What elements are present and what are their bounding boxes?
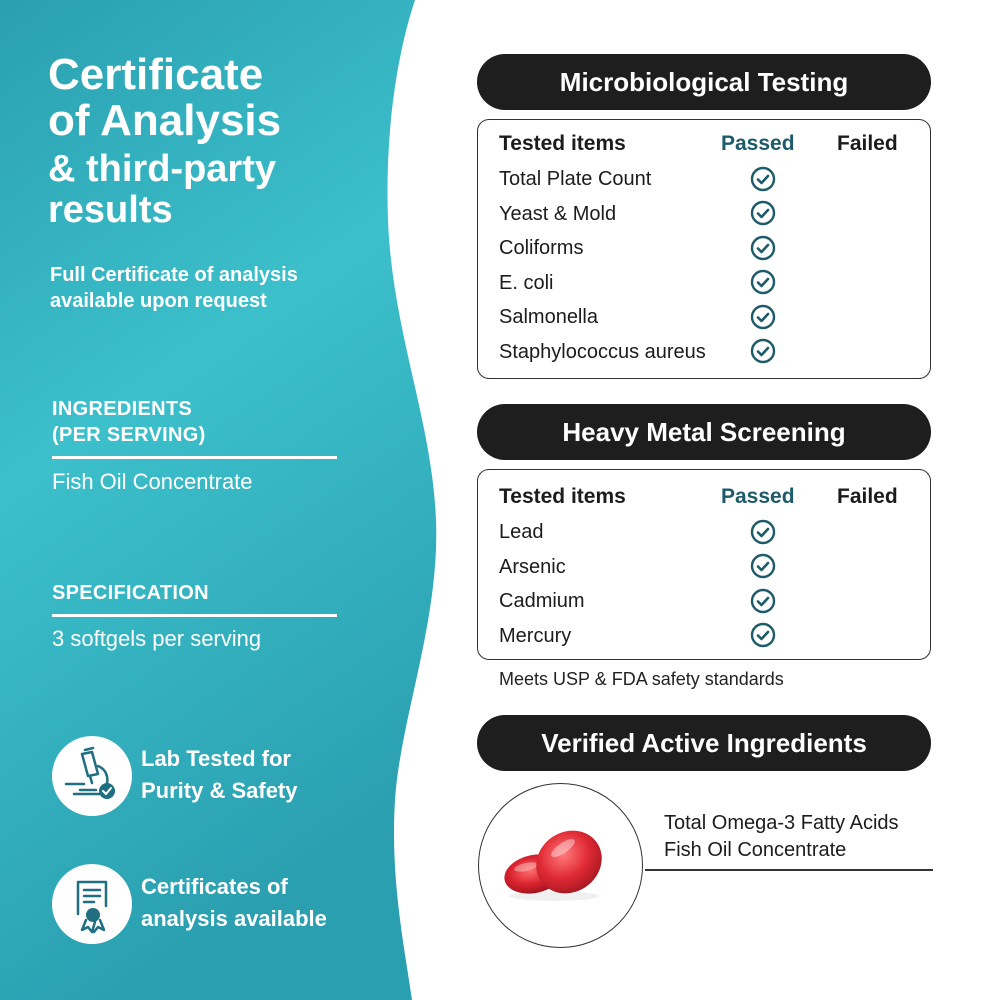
check-circle-icon [750, 200, 776, 226]
certificate-icon [52, 864, 132, 944]
metal-col-failed: Failed [837, 485, 898, 508]
title-line-4: results [48, 189, 173, 231]
title-line-2: of Analysis [48, 96, 282, 145]
badge-certificates-line-2: analysis available [141, 906, 327, 931]
check-circle-icon [750, 269, 776, 295]
safety-standards-note: Meets USP & FDA safety standards [499, 669, 784, 689]
check-circle-icon [750, 553, 776, 579]
active-title-pill: Verified Active Ingredients [477, 715, 931, 771]
active-ingredient-item: Total Omega-3 Fatty Acids [664, 812, 899, 834]
badge-lab-tested [52, 736, 132, 816]
micro-row-label: Staphylococcus aureus [499, 341, 706, 363]
metal-col-passed: Passed [721, 485, 795, 508]
ingredients-divider [52, 456, 337, 459]
micro-col-items: Tested items [499, 132, 626, 155]
micro-col-failed: Failed [837, 132, 898, 155]
softgel-capsules-illustration [479, 784, 643, 948]
badge-certificates-text [141, 871, 327, 935]
check-circle-icon [750, 166, 776, 192]
micro-row-label: Salmonella [499, 306, 598, 328]
check-circle-icon [750, 235, 776, 261]
active-ingredients-divider [645, 869, 933, 871]
check-circle-icon [750, 519, 776, 545]
subtitle-line-2: available upon request [50, 290, 267, 312]
check-circle-icon [750, 588, 776, 614]
specification-value: 3 softgels per serving [52, 626, 262, 651]
microscope-icon [52, 736, 132, 816]
ingredients-value: Fish Oil Concentrate [52, 469, 253, 494]
badge-lab-tested-line-1: Lab Tested for [141, 746, 291, 771]
specification-divider [52, 614, 337, 617]
softgel-image [478, 783, 643, 948]
badge-certificates [52, 864, 132, 944]
ingredients-heading-line-1: INGREDIENTS [52, 398, 192, 420]
page-title [48, 52, 281, 230]
subtitle-line-1: Full Certificate of analysis [50, 264, 298, 286]
title-line-1: Certificate [48, 50, 264, 99]
metal-title-pill: Heavy Metal Screening [477, 404, 931, 460]
metal-row-label: Arsenic [499, 556, 566, 578]
title-line-3: & third-party [48, 148, 276, 190]
badge-certificates-line-1: Certificates of [141, 874, 288, 899]
active-ingredient-item: Fish Oil Concentrate [664, 839, 847, 861]
badge-lab-tested-text [141, 743, 298, 807]
micro-row-label: Coliforms [499, 237, 584, 259]
badge-lab-tested-line-2: Purity & Safety [141, 778, 298, 803]
check-circle-icon [750, 304, 776, 330]
check-circle-icon [750, 338, 776, 364]
micro-row-label: E. coli [499, 272, 554, 294]
micro-title-pill: Microbiological Testing [477, 54, 931, 110]
check-circle-icon [750, 622, 776, 648]
micro-row-label: Total Plate Count [499, 168, 652, 190]
specification-heading: SPECIFICATION [52, 582, 209, 604]
metal-row-label: Cadmium [499, 590, 585, 612]
active-ingredients-list [664, 810, 899, 864]
ingredients-heading [52, 396, 206, 448]
micro-col-passed: Passed [721, 132, 795, 155]
page-subtitle [50, 262, 380, 314]
micro-row-label: Yeast & Mold [499, 203, 617, 225]
ingredients-heading-line-2: (PER SERVING) [52, 424, 206, 446]
metal-col-items: Tested items [499, 485, 626, 508]
metal-row-label: Mercury [499, 625, 572, 647]
metal-row-label: Lead [499, 521, 544, 543]
